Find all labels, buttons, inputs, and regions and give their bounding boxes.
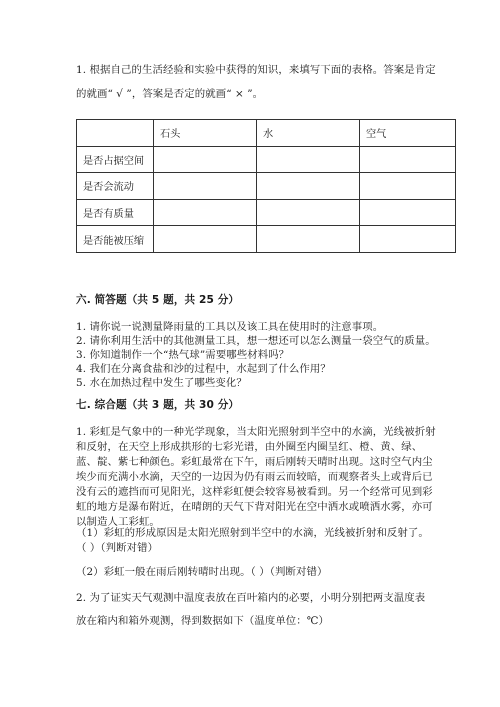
table-header-cell: 水 (257, 120, 360, 147)
section-6-heading: 六. 简答题（共 5 题，共 25 分） (76, 294, 240, 306)
properties-table (76, 119, 456, 253)
row-label: 是否会流动 (77, 173, 154, 200)
answer-cell[interactable] (257, 173, 360, 200)
section-7-heading: 七. 综合题（共 3 题，共 30 分） (76, 399, 240, 411)
answer-cell[interactable] (360, 173, 456, 200)
list-item: 2. 请你利用生活中的其他测量工具，想一想还可以怎么测量一袋空气的质量。 (76, 335, 436, 347)
table-header-row (77, 120, 456, 147)
row-label: 是否占据空间 (77, 146, 154, 173)
passage-line: 没有云的遮挡而可见阳光，这样彩虹便会较容易被看到。另一个经常可见到彩 (76, 486, 433, 498)
table-row (77, 146, 456, 173)
answer-cell[interactable] (154, 173, 257, 200)
table-row (77, 173, 456, 200)
passage-line: 埃少而充满小水滴，天空的一边因为仍有雨云而较暗，而观察者头上或背后已 (76, 471, 433, 483)
passage-line: 和反射，在天空上形成拱形的七彩光谱，由外圈至内圈呈红、橙、黄、绿、 (76, 441, 423, 453)
table-row (77, 226, 456, 253)
answer-cell[interactable] (360, 199, 456, 226)
answer-cell[interactable] (257, 199, 360, 226)
answer-cell[interactable] (360, 226, 456, 253)
answer-cell[interactable] (257, 146, 360, 173)
list-item: 3. 你知道制作一个“热气球”需要哪些材料吗？ (76, 349, 290, 361)
answer-cell[interactable] (154, 146, 257, 173)
passage-line: 虹的地方是瀑布附近，在晴朗的天气下背对阳光在空中洒水或喷洒水雾，亦可 (76, 501, 433, 513)
list-item: 5. 水在加热过程中发生了哪些变化？ (76, 377, 247, 389)
answer-cell[interactable] (154, 226, 257, 253)
q1-line-2: 的就画“ √ ”，答案是否定的就画“ × ”。 (76, 88, 264, 100)
passage-line: 以制造人工彩虹。 (76, 516, 160, 528)
q1-line-1: 1. 根据自己的生活经验和实验中获得的知识，来填写下面的表格。答案是肯定 (76, 64, 436, 76)
passage-line: 蓝、靛、紫七种颜色。彩虹最常在下午，雨后刚转天晴时出现。这时空气内尘 (76, 456, 433, 468)
answer-cell[interactable] (360, 146, 456, 173)
q2-line-2: 放在箱内和箱外观测，得到数据如下（温度单位：℃） (76, 615, 330, 627)
answer-cell[interactable] (257, 226, 360, 253)
row-label: 是否能被压缩 (77, 226, 154, 253)
list-item: 1. 请你说一说测量降雨量的工具以及该工具在使用时的注意事项。 (76, 321, 384, 333)
table-header-cell: 石头 (154, 120, 257, 147)
sub-question-1-line-1: （1）彩虹的形成原因是太阳光照射到半空中的水滴，光线被折射和反射了。 (76, 527, 429, 539)
answer-cell[interactable] (154, 199, 257, 226)
table-row (77, 199, 456, 226)
list-item: 4. 我们在分离食盐和沙的过程中，水起到了什么作用？ (76, 363, 331, 375)
passage-line: 1. 彩虹是气象中的一种光学现象，当太阳光照射到半空中的水滴，光线被折射 (76, 426, 436, 438)
row-label: 是否有质量 (77, 199, 154, 226)
sub-question-1-answer[interactable]: （ ）（判断对错） (76, 542, 159, 554)
table-header-cell: 空气 (360, 120, 456, 147)
sub-question-2[interactable]: （2）彩虹一般在雨后刚转晴时出现。（ ）（判断对错） (76, 566, 328, 578)
q2-line-1: 2. 为了证实天气观测中温度表放在百叶箱内的必要，小明分别把两支温度表 (76, 592, 426, 604)
table-header-cell (77, 120, 154, 147)
